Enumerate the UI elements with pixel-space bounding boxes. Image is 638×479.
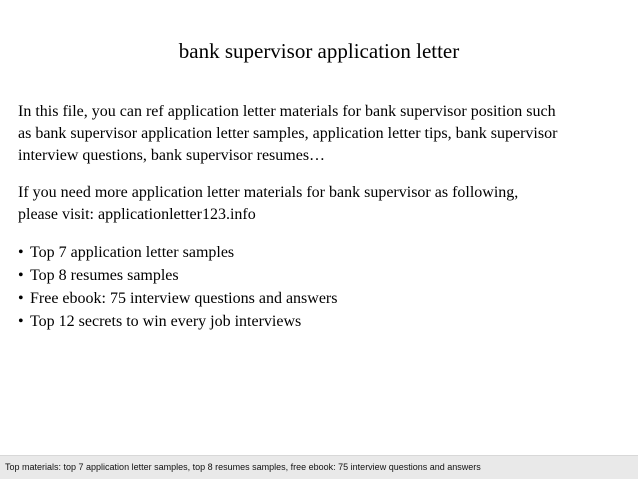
intro-line: interview questions, bank supervisor resumes…: [18, 147, 326, 164]
intro-line: as bank supervisor application letter samples, application letter tips, bank supervisor: [18, 125, 558, 142]
footer-bar: Top materials: top 7 application letter samples, top 8 resumes samples, free ebook: 75 interview questions and answers: [0, 455, 638, 479]
list-item-text: Top 8 resumes samples: [30, 267, 179, 284]
bullet-icon: •: [18, 267, 24, 284]
visit-line: please visit: applicationletter123.info: [18, 206, 256, 223]
bullet-icon: •: [18, 313, 24, 330]
bullet-icon: •: [18, 290, 24, 307]
list-item-text: Top 7 application letter samples: [30, 244, 235, 261]
list-item-text: Top 12 secrets to win every job interviews: [30, 313, 302, 330]
intro-line: In this file, you can ref application letter materials for bank supervisor position such: [18, 103, 556, 120]
list-item-text: Free ebook: 75 interview questions and answers: [30, 290, 338, 307]
list-item: [18, 264, 630, 287]
document-body: [18, 101, 630, 333]
list-item: [18, 287, 630, 310]
document-title: bank supervisor application letter: [178, 39, 460, 63]
bullet-icon: •: [18, 244, 24, 261]
list-item: [18, 310, 630, 333]
intro-paragraph: [18, 101, 630, 167]
list-item: [18, 241, 630, 264]
visit-line: If you need more application letter materials for bank supervisor as following,: [18, 184, 519, 201]
visit-paragraph: [18, 182, 630, 226]
materials-list: [18, 241, 630, 333]
